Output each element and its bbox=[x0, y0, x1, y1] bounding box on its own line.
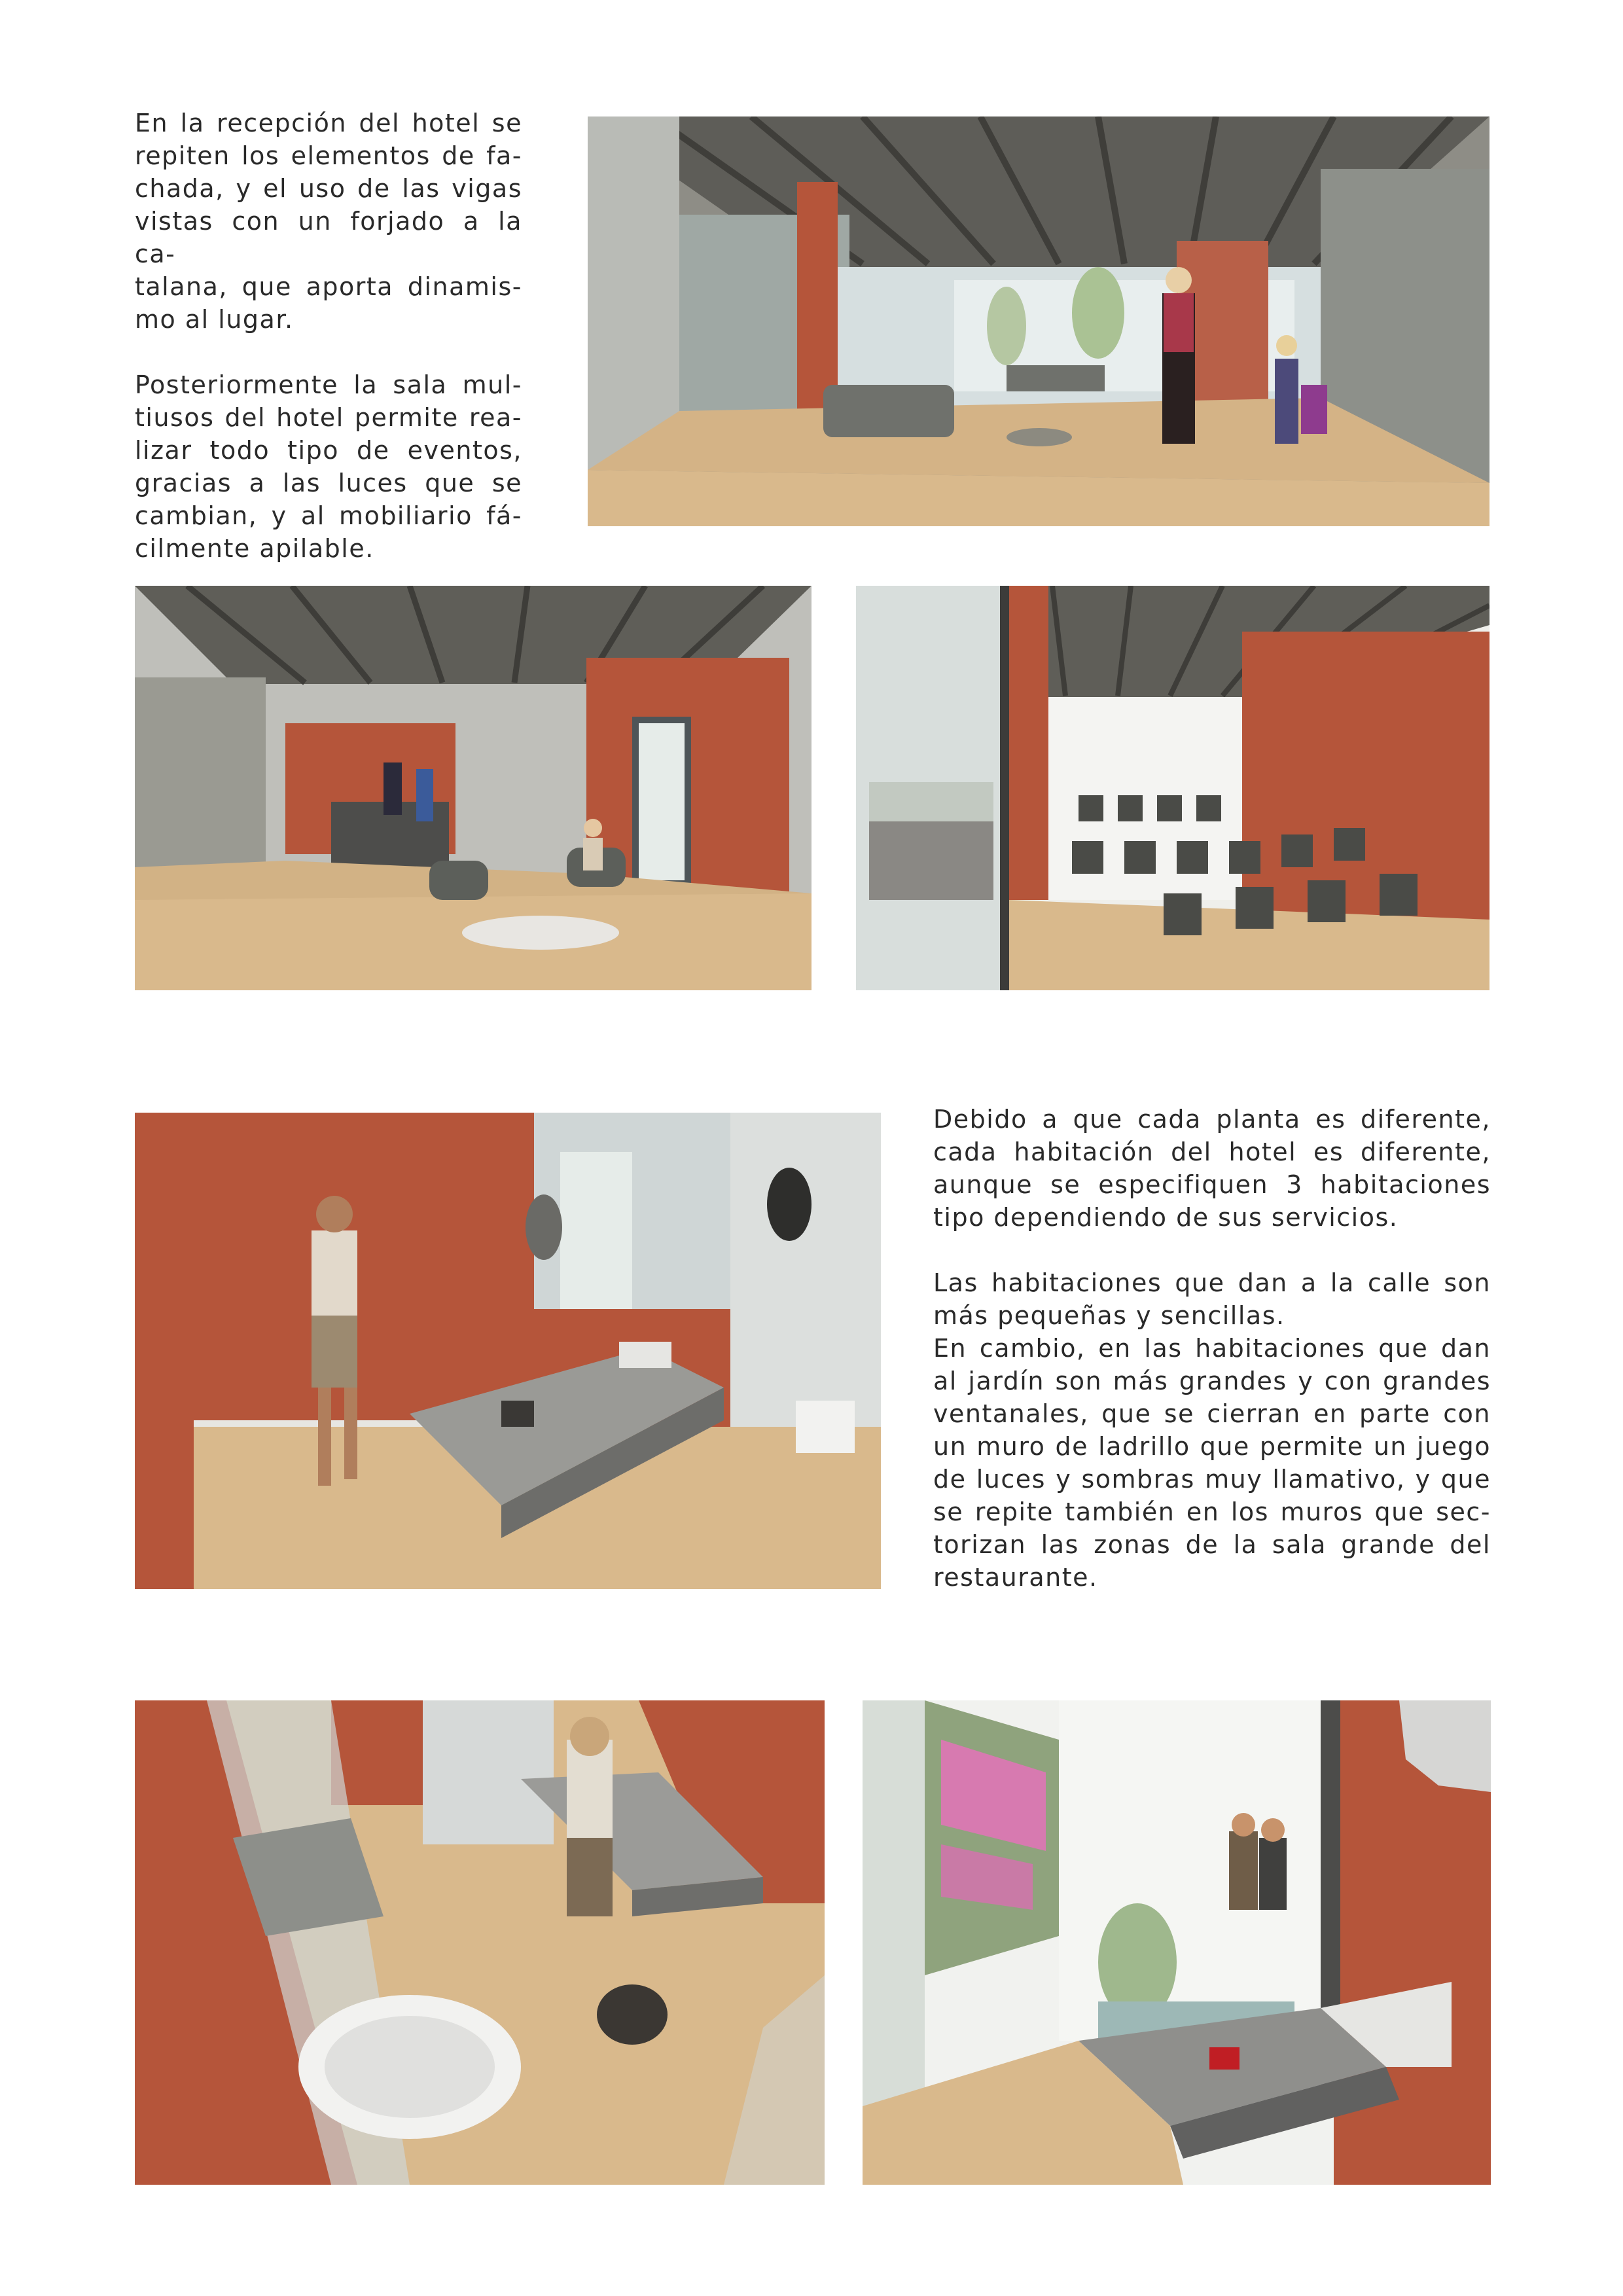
text-line: un muro de ladrillo que permite un juego bbox=[933, 1432, 1491, 1461]
text-line: repiten los elementos de fa- bbox=[135, 141, 522, 170]
rooms-description-text bbox=[933, 1103, 1491, 1594]
text-line: chada, y el uso de las vigas bbox=[135, 174, 522, 203]
text-line: Posteriormente la sala mul- bbox=[135, 370, 522, 399]
text-line: En cambio, en las habitaciones que dan bbox=[933, 1334, 1491, 1363]
bedroom-render bbox=[135, 1113, 881, 1589]
text-line: En la recepción del hotel se bbox=[135, 109, 522, 137]
text-line: Las habitaciones que dan a la calle son bbox=[933, 1268, 1491, 1297]
text-line: mo al lugar. bbox=[135, 305, 294, 334]
text-line: Debido a que cada planta es diferente, bbox=[933, 1105, 1491, 1134]
text-line: cambian, y al mobiliario fá- bbox=[135, 501, 522, 530]
intro-text-reception bbox=[135, 107, 522, 565]
text-line: se repite también en los muros que sec- bbox=[933, 1498, 1491, 1526]
lobby-lounge-render bbox=[588, 117, 1489, 526]
reception-desk-render bbox=[135, 586, 812, 990]
text-line: restaurante. bbox=[933, 1563, 1098, 1592]
text-line: más pequeñas y sencillas. bbox=[933, 1301, 1285, 1330]
text-line: tiusos del hotel permite rea- bbox=[135, 403, 522, 432]
text-line: vistas con un forjado a la ca- bbox=[135, 207, 522, 268]
garden-bedroom-render bbox=[863, 1700, 1491, 2185]
suite-bathroom-render bbox=[135, 1700, 825, 2185]
text-line: al jardín son más grandes y con grandes bbox=[933, 1367, 1491, 1395]
text-line: ventanales, que se cierran en parte con bbox=[933, 1399, 1491, 1428]
text-line: cada habitación del hotel es diferente, bbox=[933, 1138, 1491, 1166]
text-line: gracias a las luces que se bbox=[135, 469, 522, 497]
text-line: tipo dependiendo de sus servicios. bbox=[933, 1203, 1399, 1232]
text-line: torizan las zonas de la sala grande del bbox=[933, 1530, 1491, 1559]
text-line: talana, que aporta dinamis- bbox=[135, 272, 522, 301]
text-line: cilmente apilable. bbox=[135, 534, 374, 563]
multipurpose-room-render bbox=[856, 586, 1489, 990]
text-line: aunque se especifiquen 3 habitaciones bbox=[933, 1170, 1491, 1199]
text-line: lizar todo tipo de eventos, bbox=[135, 436, 522, 465]
text-line: de luces y sombras muy llamativo, y que bbox=[933, 1465, 1491, 1494]
